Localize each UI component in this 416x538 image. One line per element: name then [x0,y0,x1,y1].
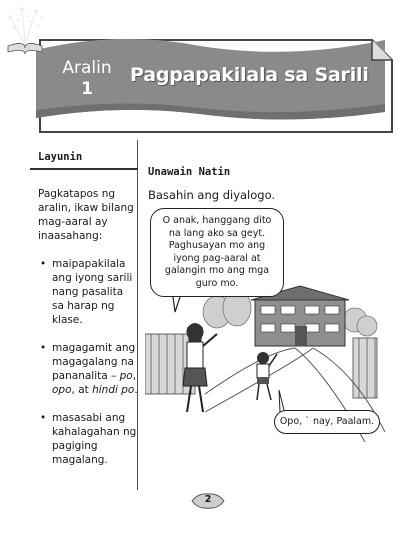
objective-text: magagamit ang magagalang na pananalita – [52,342,136,382]
child-speech-bubble: Opo, ` nay, Paalam. [274,410,380,434]
child-figure [257,352,277,400]
instruction-text: Basahin ang diyalogo. [148,188,276,202]
plant-book-icon [0,0,50,56]
lesson-word: Aralin [62,58,112,78]
lesson-number-label [62,58,112,100]
polite-word-opo: opo [52,384,72,396]
school-gate-illustration [145,282,385,472]
section-heading: Unawain Natin [148,166,231,178]
polite-word-hindi-po: hindi po [92,384,135,396]
objectives-list [38,257,138,467]
lesson-number: 1 [81,79,93,99]
objective-item: • maipapakilala ang iyong sarili nang pasalita sa harap ng klase. [52,257,138,327]
objective-separator: , at [71,384,93,396]
objectives-intro: Pagkatapos ng aralin, ikaw bilang mag-aaral ay inaasahang: [38,188,134,242]
mother-figure [183,323,217,412]
page-number: 2 [204,494,212,505]
objective-item [52,341,138,397]
objective-separator: , [132,370,137,382]
lesson-title: Pagpapakilala sa Sarili [130,64,369,86]
mother-speech-bubble: O anak, hanggang dito na lang ako sa geyt. Paghusayan mo ang iyong pag-aaral at galangin mo ang mga guro mo. [150,208,284,297]
polite-word-po: po [119,370,133,382]
objective-item: • masasabi ang kahalagahan ng pagiging magalang. [52,411,138,467]
objective-end: . [134,384,138,396]
objectives-column [38,150,138,481]
lesson-banner [0,0,416,140]
objectives-heading: Layunin [38,151,83,163]
